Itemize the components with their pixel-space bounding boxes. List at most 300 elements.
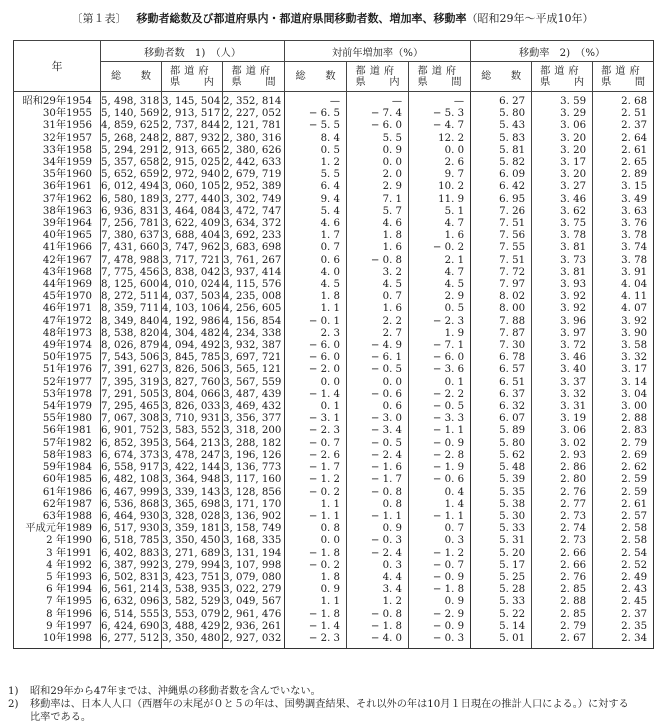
growth-total-cell: − 6. 0 [285,352,347,364]
movers-total-cell: 6, 674, 373 [101,450,162,462]
year-cell: 40年1965 [14,230,101,242]
growth-total-cell: 1. 1 [285,303,347,315]
rate-within-cell: 3. 59 [532,92,593,109]
rate-within-cell: 2. 73 [532,535,593,547]
rate-between-cell: 4. 04 [593,279,654,291]
growth-within-cell: 1. 6 [347,242,409,254]
footnote-2: 2) 移動率は、日本人人口（西暦年の末尾が０と５の年は、国勢調査結果、それ以外の年は10月１日現在の推計人口による。）に対する [8,699,629,710]
growth-total-header: 総数 [285,62,347,92]
growth-within-cell: − 0. 8 [347,255,409,267]
rate-within-cell: 2. 76 [532,487,593,499]
movers-between-cell: 3, 697, 721 [223,352,285,364]
rate-between-cell: 2. 64 [593,133,654,145]
year-cell: 昭和29年1954 [14,92,101,109]
table-row [14,364,654,376]
rate-within-cell: 3. 19 [532,413,593,425]
table-row [14,450,654,462]
table-row [14,92,654,109]
rate-total-cell: 5. 89 [471,425,532,437]
rate-total-cell: 7. 55 [471,242,532,254]
growth-between-cell: − 0. 9 [409,621,471,633]
rate-total-cell: 6. 07 [471,413,532,425]
movers-total-cell: 4, 859, 625 [101,120,162,132]
growth-within-cell: − 1. 8 [347,621,409,633]
movers-total-cell: 5, 140, 569 [101,108,162,120]
movers-within-cell: 3, 279, 994 [162,560,223,572]
growth-within-cell: − 2. 4 [347,450,409,462]
rate-within-cell: 3. 29 [532,108,593,120]
rate-within-cell: 2. 66 [532,548,593,560]
movers-total-cell: 8, 349, 840 [101,316,162,328]
year-cell: 36年1961 [14,181,101,193]
movers-within-cell: 4, 192, 986 [162,316,223,328]
year-cell: 62年1987 [14,499,101,511]
rate-within-cell: 3. 20 [532,169,593,181]
footnote-2-continued: 比率である。 [30,712,92,723]
year-cell: 3 年1991 [14,548,101,560]
rate-within-cell: 3. 32 [532,389,593,401]
year-cell: 34年1959 [14,157,101,169]
table-row [14,108,654,120]
rate-within-cell: 2. 76 [532,572,593,584]
movers-between-cell: 2, 952, 389 [223,181,285,193]
movers-within-cell: 3, 553, 079 [162,609,223,621]
growth-within-cell: — [347,92,409,109]
movers-total-cell: 6, 517, 930 [101,523,162,535]
growth-within-cell: 0. 6 [347,401,409,413]
rate-total-cell: 5. 14 [471,621,532,633]
rate-between-cell: 3. 76 [593,218,654,230]
growth-total-cell: 5. 4 [285,206,347,218]
rate-total-cell: 5. 38 [471,499,532,511]
movers-between-cell: 2, 121, 781 [223,120,285,132]
movers-between-cell: 3, 131, 194 [223,548,285,560]
growth-within-cell: 4. 5 [347,279,409,291]
table-row [14,499,654,511]
growth-within-cell: 1. 2 [347,596,409,608]
growth-within-cell: − 0. 5 [347,438,409,450]
movers-between-cell: 3, 472, 747 [223,206,285,218]
movers-total-cell: 6, 464, 930 [101,511,162,523]
movers-total-cell: 6, 277, 512 [101,633,162,649]
movers-between-cell: 4, 234, 338 [223,328,285,340]
movers-between-cell: 3, 318, 200 [223,425,285,437]
growth-within-cell: − 0. 8 [347,487,409,499]
rate-between-cell: 2. 37 [593,609,654,621]
movers-within-cell: 3, 622, 409 [162,218,223,230]
table-row [14,291,654,303]
table-row [14,328,654,340]
movers-within-cell: 3, 804, 066 [162,389,223,401]
movers-total-cell: 6, 514, 555 [101,609,162,621]
rate-between-cell: 2. 61 [593,145,654,157]
movers-total-cell: 5, 652, 659 [101,169,162,181]
rate-within-cell: 3. 06 [532,120,593,132]
rate-total-cell: 5. 01 [471,633,532,649]
movers-total-cell: 6, 561, 214 [101,584,162,596]
rate-total-cell: 5. 83 [471,133,532,145]
rate-within-cell: 3. 02 [532,438,593,450]
movers-between-cell: 3, 288, 182 [223,438,285,450]
growth-total-cell: − 1. 1 [285,511,347,523]
movers-between-cell: 2, 380, 316 [223,133,285,145]
movers-total-cell: 7, 478, 988 [101,255,162,267]
rate-within-cell: 3. 40 [532,364,593,376]
growth-total-cell: 0. 7 [285,242,347,254]
year-cell: 46年1971 [14,303,101,315]
movers-total-cell: 8, 272, 511 [101,291,162,303]
rate-between-cell: 2. 79 [593,438,654,450]
movers-between-cell: 3, 932, 387 [223,340,285,352]
rate-between-cell: 2. 89 [593,169,654,181]
rate-between-cell: 2. 43 [593,584,654,596]
growth-between-cell: − 0. 7 [409,560,471,572]
year-cell: 33年1958 [14,145,101,157]
growth-total-cell: − 2. 0 [285,364,347,376]
rate-within-cell: 2. 74 [532,523,593,535]
year-cell: 60年1985 [14,474,101,486]
rate-between-cell: 4. 11 [593,291,654,303]
year-cell: 61年1986 [14,487,101,499]
growth-between-cell: 0. 9 [409,596,471,608]
table-row [14,377,654,389]
growth-within-cell: 2. 9 [347,181,409,193]
growth-between-cell: 10. 2 [409,181,471,193]
rate-total-cell: 6. 95 [471,194,532,206]
growth-within-cell: − 2. 4 [347,548,409,560]
year-cell: 9 年1997 [14,621,101,633]
growth-total-cell: 4. 5 [285,279,347,291]
growth-between-cell: − 2. 2 [409,389,471,401]
rate-between-cell: 3. 78 [593,230,654,242]
movers-total-cell: 6, 852, 395 [101,438,162,450]
rate-within-cell: 3. 93 [532,279,593,291]
table-row [14,194,654,206]
year-cell: 41年1966 [14,242,101,254]
growth-within-cell: − 6. 1 [347,352,409,364]
growth-between-cell: 4. 7 [409,218,471,230]
growth-within-cell: 0. 7 [347,291,409,303]
rate-between-cell: 4. 07 [593,303,654,315]
growth-between-cell: − 2. 9 [409,609,471,621]
rate-within-cell: 3. 62 [532,206,593,218]
year-cell: 50年1975 [14,352,101,364]
growth-within-cell: 0. 8 [347,499,409,511]
year-cell: 43年1968 [14,267,101,279]
movers-between-cell: 3, 692, 233 [223,230,285,242]
growth-total-cell: 0. 9 [285,584,347,596]
table-row [14,316,654,328]
rate-within-cell: 3. 31 [532,401,593,413]
growth-total-cell: 5. 5 [285,169,347,181]
growth-between-cell: − 3. 6 [409,364,471,376]
growth-total-cell: 0. 0 [285,377,347,389]
growth-group-header: 対前年増加率（%） [285,41,471,62]
table-row [14,279,654,291]
movers-between-cell: 3, 128, 856 [223,487,285,499]
rate-total-cell: 5. 82 [471,157,532,169]
growth-total-cell: 6. 4 [285,181,347,193]
rate-between-cell: 3. 63 [593,206,654,218]
movers-within-cell: 3, 564, 213 [162,438,223,450]
rate-between-cell: 2. 65 [593,157,654,169]
table-row [14,572,654,584]
growth-within-cell: 5. 5 [347,133,409,145]
growth-total-cell: − 0. 7 [285,438,347,450]
growth-within-cell: − 0. 5 [347,364,409,376]
growth-within-cell: 3. 2 [347,267,409,279]
rate-between-cell: 3. 14 [593,377,654,389]
rate-total-cell: 7. 88 [471,316,532,328]
rate-within-cell: 3. 81 [532,267,593,279]
table-row [14,218,654,230]
rate-between-header: 都道府 県間 [593,62,654,92]
rate-total-cell: 5. 81 [471,145,532,157]
rate-total-cell: 7. 30 [471,340,532,352]
table-row [14,181,654,193]
movers-between-cell: 2, 380, 626 [223,145,285,157]
rate-between-cell: 2. 51 [593,108,654,120]
rate-total-cell: 5. 25 [471,572,532,584]
growth-within-cell: − 4. 0 [347,633,409,649]
movers-total-cell: 8, 026, 879 [101,340,162,352]
rate-within-cell: 2. 85 [532,584,593,596]
year-cell: 35年1960 [14,169,101,181]
growth-total-cell: 2. 3 [285,328,347,340]
movers-between-cell: 2, 679, 719 [223,169,285,181]
year-cell: 8 年1996 [14,609,101,621]
movers-total-cell: 6, 467, 999 [101,487,162,499]
rate-between-cell: 2. 57 [593,511,654,523]
table-row [14,609,654,621]
year-cell: 2 年1990 [14,535,101,547]
growth-total-cell: − 2. 3 [285,633,347,649]
year-cell: 31年1956 [14,120,101,132]
rate-total-cell: 5. 80 [471,108,532,120]
table-row [14,230,654,242]
movers-within-header: 都道府 県内 [162,62,223,92]
rate-total-cell: 6. 32 [471,401,532,413]
movers-between-cell: 3, 761, 267 [223,255,285,267]
growth-total-cell: 9. 4 [285,194,347,206]
rate-within-cell: 2. 79 [532,621,593,633]
rate-total-cell: 6. 51 [471,377,532,389]
movers-between-cell: 2, 442, 633 [223,157,285,169]
rate-within-cell: 3. 20 [532,133,593,145]
growth-within-cell: − 3. 0 [347,413,409,425]
rate-total-cell: 5. 33 [471,596,532,608]
movers-total-cell: 7, 291, 505 [101,389,162,401]
table-row [14,340,654,352]
year-cell: 平成元年1989 [14,523,101,535]
movers-total-cell: 6, 402, 883 [101,548,162,560]
growth-within-cell: 1. 8 [347,230,409,242]
movers-within-cell: 3, 350, 450 [162,535,223,547]
movers-total-cell: 7, 775, 456 [101,267,162,279]
rate-total-cell: 8. 02 [471,291,532,303]
movers-total-cell: 6, 424, 690 [101,621,162,633]
growth-within-cell: − 0. 3 [347,535,409,547]
movers-between-cell: 4, 235, 008 [223,291,285,303]
growth-within-cell: − 1. 7 [347,474,409,486]
movers-between-cell: 2, 352, 814 [223,92,285,109]
rate-total-cell: 5. 33 [471,523,532,535]
rate-total-header: 総数 [471,62,532,92]
growth-between-cell: − 1. 9 [409,462,471,474]
growth-within-cell: 2. 2 [347,316,409,328]
growth-total-cell: 1. 1 [285,596,347,608]
year-cell: 38年1963 [14,206,101,218]
growth-between-cell: − 4. 7 [409,120,471,132]
table-row [14,438,654,450]
year-cell: 42年1967 [14,255,101,267]
year-cell: 7 年1995 [14,596,101,608]
growth-total-cell: 1. 1 [285,499,347,511]
growth-between-cell: 0. 3 [409,535,471,547]
movers-total-cell: 6, 558, 917 [101,462,162,474]
rate-within-cell: 3. 17 [532,157,593,169]
growth-between-cell: − 1. 8 [409,584,471,596]
movers-between-cell: 2, 927, 032 [223,633,285,649]
movers-between-cell: 3, 117, 160 [223,474,285,486]
growth-between-cell: 4. 7 [409,267,471,279]
movers-between-cell: 3, 302, 749 [223,194,285,206]
growth-total-cell: 0. 6 [285,255,347,267]
rate-within-cell: 2. 93 [532,450,593,462]
movers-within-cell: 3, 271, 689 [162,548,223,560]
movers-within-cell: 2, 913, 665 [162,145,223,157]
movers-between-cell: 4, 256, 605 [223,303,285,315]
growth-between-cell: 12. 2 [409,133,471,145]
movers-within-cell: 3, 488, 429 [162,621,223,633]
rate-total-cell: 7. 26 [471,206,532,218]
rate-within-cell: 3. 78 [532,230,593,242]
movers-within-cell: 3, 717, 721 [162,255,223,267]
growth-within-cell: − 6. 0 [347,120,409,132]
rate-within-cell: 2. 66 [532,560,593,572]
movers-within-cell: 3, 826, 506 [162,364,223,376]
movers-between-cell: 4, 156, 854 [223,316,285,328]
movers-total-cell: 8, 359, 711 [101,303,162,315]
rate-between-cell: 3. 49 [593,194,654,206]
movers-within-cell: 3, 145, 504 [162,92,223,109]
rate-within-header: 都道府 県内 [532,62,593,92]
movers-within-cell: 3, 747, 962 [162,242,223,254]
movers-within-cell: 3, 423, 751 [162,572,223,584]
movers-within-cell: 3, 538, 935 [162,584,223,596]
movers-total-cell: 6, 580, 189 [101,194,162,206]
growth-total-cell: 8. 4 [285,133,347,145]
movers-within-cell: 4, 094, 492 [162,340,223,352]
rate-total-cell: 7. 97 [471,279,532,291]
rate-total-cell: 5. 35 [471,487,532,499]
growth-between-cell: 2. 9 [409,291,471,303]
rate-total-cell: 6. 37 [471,389,532,401]
growth-between-cell: − 0. 9 [409,572,471,584]
movers-within-cell: 2, 913, 517 [162,108,223,120]
movers-between-cell: 2, 227, 052 [223,108,285,120]
growth-between-cell: − 2. 8 [409,450,471,462]
movers-between-cell: 2, 961, 476 [223,609,285,621]
movers-within-cell: 2, 737, 844 [162,120,223,132]
table-row [14,548,654,560]
movers-between-cell: 3, 079, 080 [223,572,285,584]
growth-within-cell: − 0. 8 [347,609,409,621]
movers-between-cell: 3, 158, 749 [223,523,285,535]
growth-total-cell: − 0. 2 [285,560,347,572]
rate-total-cell: 7. 56 [471,230,532,242]
table-number: 〔第１表〕 [71,12,127,25]
table-row [14,462,654,474]
movers-between-cell: 3, 356, 377 [223,413,285,425]
growth-within-cell: 4. 4 [347,572,409,584]
growth-between-cell: − 7. 1 [409,340,471,352]
movers-within-cell: 3, 464, 084 [162,206,223,218]
year-cell: 5 年1993 [14,572,101,584]
movers-total-cell: 7, 067, 308 [101,413,162,425]
movers-between-cell: 2, 936, 261 [223,621,285,633]
rate-total-cell: 8. 00 [471,303,532,315]
movers-within-cell: 3, 422, 144 [162,462,223,474]
growth-between-cell: − 2. 3 [409,316,471,328]
growth-total-cell: − 0. 1 [285,316,347,328]
year-cell: 4 年1992 [14,560,101,572]
table-row [14,255,654,267]
rate-within-cell: 3. 96 [532,316,593,328]
table-row [14,584,654,596]
rate-within-cell: 3. 20 [532,145,593,157]
year-cell: 54年1979 [14,401,101,413]
growth-total-cell: − 0. 2 [285,487,347,499]
table-body [14,92,654,649]
table-row [14,633,654,649]
year-cell: 47年1972 [14,316,101,328]
rate-within-cell: 3. 72 [532,340,593,352]
movers-total-cell: 6, 536, 868 [101,499,162,511]
growth-total-cell: 0. 5 [285,145,347,157]
movers-within-cell: 4, 103, 106 [162,303,223,315]
movers-total-cell: 5, 357, 658 [101,157,162,169]
growth-between-cell: − 5. 3 [409,108,471,120]
year-cell: 37年1962 [14,194,101,206]
growth-within-cell: 5. 7 [347,206,409,218]
year-cell: 51年1976 [14,364,101,376]
growth-total-cell: 4. 0 [285,267,347,279]
table-row [14,511,654,523]
table-row [14,535,654,547]
rate-between-cell: 2. 34 [593,633,654,649]
rate-group-header: 移動率 2) （%） [471,41,654,62]
growth-within-cell: 0. 0 [347,377,409,389]
table-main-title: 移動者総数及び都道府県内・都道府県間移動者数、増加率、移動率 [136,12,467,25]
movers-within-cell: 3, 339, 143 [162,487,223,499]
movers-within-cell: 3, 827, 760 [162,377,223,389]
rate-between-cell: 2. 69 [593,450,654,462]
movers-total-cell: 7, 391, 627 [101,364,162,376]
table-row [14,596,654,608]
table-row [14,303,654,315]
movers-total-cell: 7, 256, 781 [101,218,162,230]
movers-total-cell: 8, 125, 600 [101,279,162,291]
movers-within-cell: 3, 826, 033 [162,401,223,413]
movers-within-cell: 4, 304, 482 [162,328,223,340]
growth-within-cell: 3. 4 [347,584,409,596]
movers-total-cell: 5, 294, 291 [101,145,162,157]
rate-within-cell: 2. 86 [532,462,593,474]
growth-total-cell: 1. 8 [285,572,347,584]
movers-within-cell: 3, 359, 181 [162,523,223,535]
year-cell: 48年1973 [14,328,101,340]
